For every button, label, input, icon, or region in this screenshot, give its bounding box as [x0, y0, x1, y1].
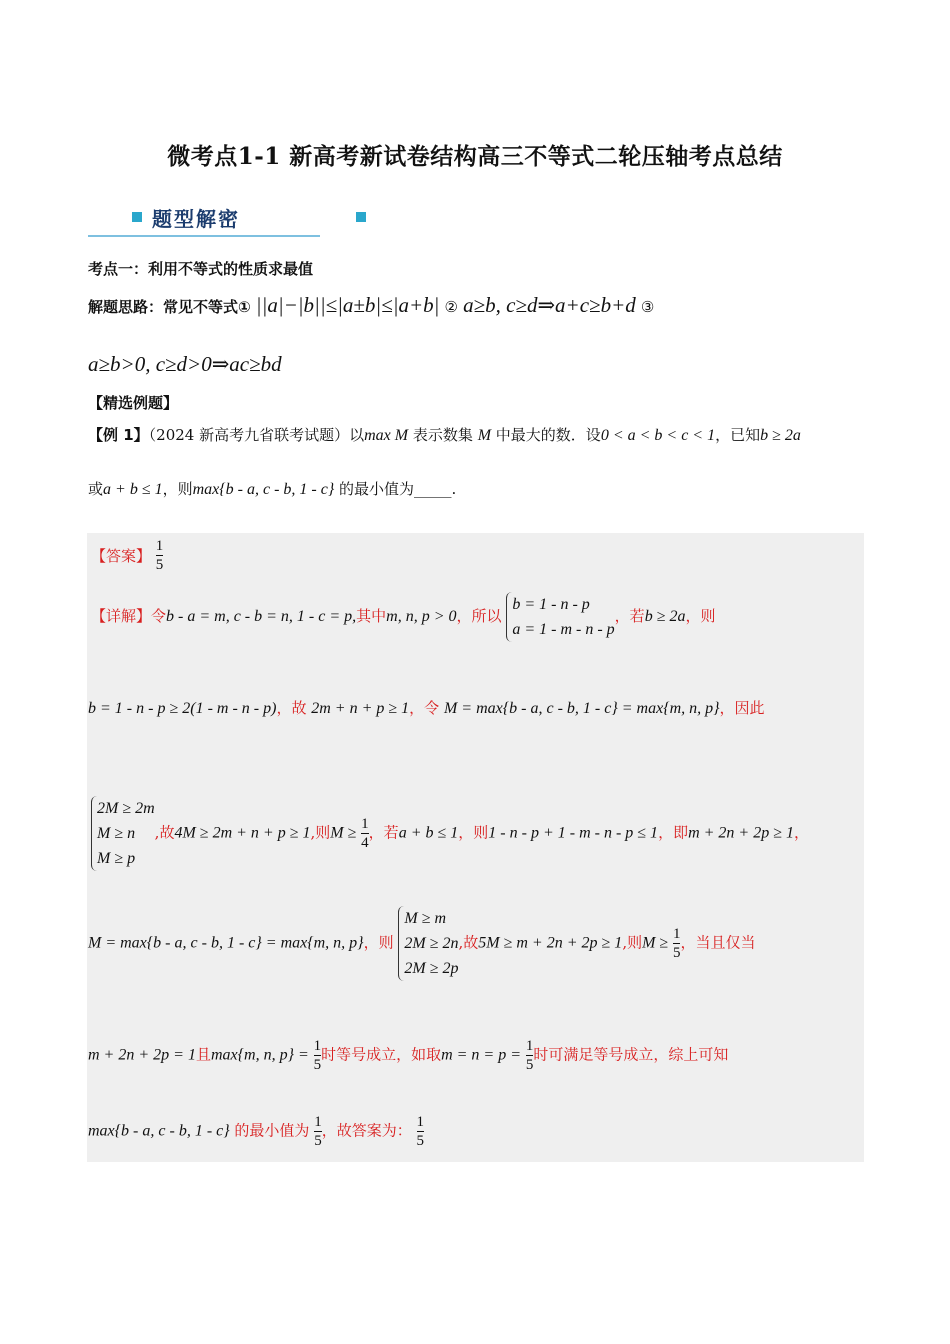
answer-line: [91, 538, 163, 573]
detail-text: 时等号成立，如取: [321, 1045, 442, 1064]
section-heading: 【精选例题】: [88, 394, 179, 412]
example-label: 【例 1】: [88, 426, 149, 444]
detail-line-1: [91, 592, 715, 642]
frac-den: 5: [314, 1133, 322, 1149]
circle-2: ②: [444, 298, 458, 316]
system-row: b = 1 - n - p: [512, 596, 590, 613]
derivation: max{b - a, c - b, 1 - c}: [88, 1122, 230, 1140]
detail-text: ，若: [368, 823, 399, 842]
frac-den: 5: [155, 557, 164, 573]
detail-text: ,则: [622, 933, 643, 952]
frac-den: 5: [416, 1133, 425, 1149]
detail-text: ，则: [363, 933, 394, 952]
derivation: M = max{b - a, c - b, 1 - c} = max{m, n, p}: [443, 700, 720, 717]
detail-text: ，则: [458, 823, 489, 842]
example-text: ，则: [162, 480, 193, 498]
frac-num: 1: [416, 1114, 425, 1130]
example-text: 或: [88, 480, 104, 498]
detail-line-3: [91, 796, 809, 871]
system-row: M ≥ p: [97, 850, 136, 867]
frac-den: 4: [361, 835, 369, 851]
derivation: a + b ≤ 1: [398, 824, 459, 842]
detail-text: 且: [195, 1045, 211, 1064]
detail-line-6: [88, 1114, 424, 1149]
derivation: max{m, n, p} =: [210, 1046, 309, 1064]
frac-num: 1: [525, 1038, 534, 1054]
detail-text: ，则: [685, 607, 716, 625]
fraction-fifth: [314, 1114, 322, 1149]
system-2: [91, 796, 155, 871]
example-source: （2024 新高考九省联考试题）以: [148, 426, 365, 444]
detail-line-5: [88, 1038, 728, 1073]
detail-text: ，故: [276, 699, 307, 717]
example-line-2: [88, 478, 456, 499]
system-row: 2M ≥ 2m: [97, 800, 155, 817]
system-row: 2M ≥ 2p: [404, 960, 459, 977]
banner-underline: [88, 235, 320, 237]
condition-ab: a + b ≤ 1: [103, 481, 163, 498]
detail-text: ，即: [658, 823, 689, 842]
derivation: M ≥: [330, 824, 357, 842]
detail-text: 时可满足等号成立，综上可知: [533, 1045, 729, 1064]
detail-text: ，故答案为：: [321, 1121, 412, 1140]
inequality-1: ||a|−|b||≤|a±b|≤|a+b|: [255, 293, 440, 317]
detail-text: ,故: [154, 823, 175, 842]
derivation: M = max{b - a, c - b, 1 - c} = max{m, n, p}: [88, 934, 364, 952]
detail-text: ，当且仅当: [680, 933, 756, 952]
frac-den: 5: [313, 1057, 322, 1073]
derivation: m + 2n + 2p = 1: [88, 1046, 196, 1064]
section-banner: [88, 203, 320, 237]
frac-den: 5: [672, 945, 681, 961]
detail-line-2: [88, 697, 765, 718]
derivation: 2m + n + p ≥ 1: [311, 700, 410, 717]
substitution: b - a = m, c - b = n, 1 - c = p,: [166, 608, 357, 625]
condition-order: 0 < a < b < c < 1: [600, 427, 716, 444]
condition-b2a: b ≥ 2a: [644, 608, 686, 625]
fraction-fifth: [417, 1114, 425, 1149]
derivation: b = 1 - n - p ≥ 2(1 - m - n - p): [88, 700, 277, 717]
max-expression: max{b - a, c - b, 1 - c}: [192, 481, 335, 498]
frac-bar: [361, 833, 369, 834]
banner-label: 题型解密: [152, 207, 240, 231]
positivity: m, n, p > 0: [386, 608, 457, 625]
banner-square-icon: [132, 212, 142, 222]
detail-text: ，若: [614, 607, 645, 625]
derivation: 1 - n - p + 1 - m - n - p ≤ 1: [488, 824, 659, 842]
frac-bar: [156, 555, 164, 556]
frac-num: 1: [155, 538, 164, 554]
condition-b2a: b ≥ 2a: [760, 427, 801, 444]
example-line-1: [88, 424, 801, 445]
inequality-2: a≥b, c≥d⇒a+c≥b+d: [463, 293, 636, 317]
frac-bar: [314, 1131, 322, 1132]
detail-text: 的最小值为: [234, 1121, 310, 1140]
detail-line-4: [88, 906, 756, 981]
frac-den: 5: [525, 1057, 534, 1073]
method-label: 解题思路：常见不等式①: [88, 298, 251, 316]
method-line: [88, 293, 654, 318]
detail-text: ,故: [458, 933, 479, 952]
system-row: 2M ≥ 2n: [404, 935, 459, 952]
answer-label: 【答案】: [91, 547, 152, 565]
maxM-symbol: max M: [364, 427, 409, 444]
point-heading: 考点一：利用不等式的性质求最值: [88, 260, 314, 278]
system-1: [506, 592, 614, 642]
fraction-quarter: [361, 816, 369, 851]
inequality-3: a≥b>0, c≥d>0⇒ac≥bd: [88, 352, 282, 376]
example-text: 的最小值为_____.: [339, 480, 457, 498]
detail-text: 其中: [356, 607, 387, 625]
detail-text: ，因此: [719, 699, 765, 717]
system-row: M ≥ n: [97, 825, 136, 842]
M-symbol: M: [477, 427, 492, 444]
example-text: ，已知: [715, 426, 761, 444]
system-row: M ≥ m: [404, 910, 447, 927]
derivation: m + 2n + 2p ≥ 1: [688, 824, 795, 842]
system-3: [398, 906, 458, 981]
system-row: a = 1 - m - n - p: [512, 621, 615, 638]
detail-label: 【详解】令: [91, 607, 167, 625]
banner-square-icon: [356, 212, 366, 222]
fraction-fifth: [314, 1038, 322, 1073]
example-text: 表示数集: [412, 426, 473, 444]
detail-text: ，所以: [456, 607, 502, 625]
derivation: 5M ≥ m + 2n + 2p ≥ 1: [478, 934, 623, 952]
circle-3: ③: [640, 298, 655, 316]
derivation: M ≥: [642, 934, 669, 952]
page-title: 微考点1-1 新高考新试卷结构高三不等式二轮压轴考点总结: [167, 143, 783, 170]
frac-num: 1: [313, 1038, 322, 1054]
derivation: 4M ≥ 2m + n + p ≥ 1: [174, 824, 311, 842]
example-text: 中最大的数．设: [495, 426, 601, 444]
detail-text: ,则: [310, 823, 331, 842]
detail-text: ，令: [409, 699, 440, 717]
frac-bar: [314, 1055, 322, 1056]
answer-fraction: [156, 538, 164, 573]
frac-num: 1: [314, 1114, 322, 1130]
derivation: m = n = p =: [441, 1046, 522, 1064]
detail-text: ，: [794, 823, 810, 842]
frac-bar: [417, 1131, 425, 1132]
frac-num: 1: [361, 816, 369, 832]
frac-num: 1: [672, 926, 681, 942]
